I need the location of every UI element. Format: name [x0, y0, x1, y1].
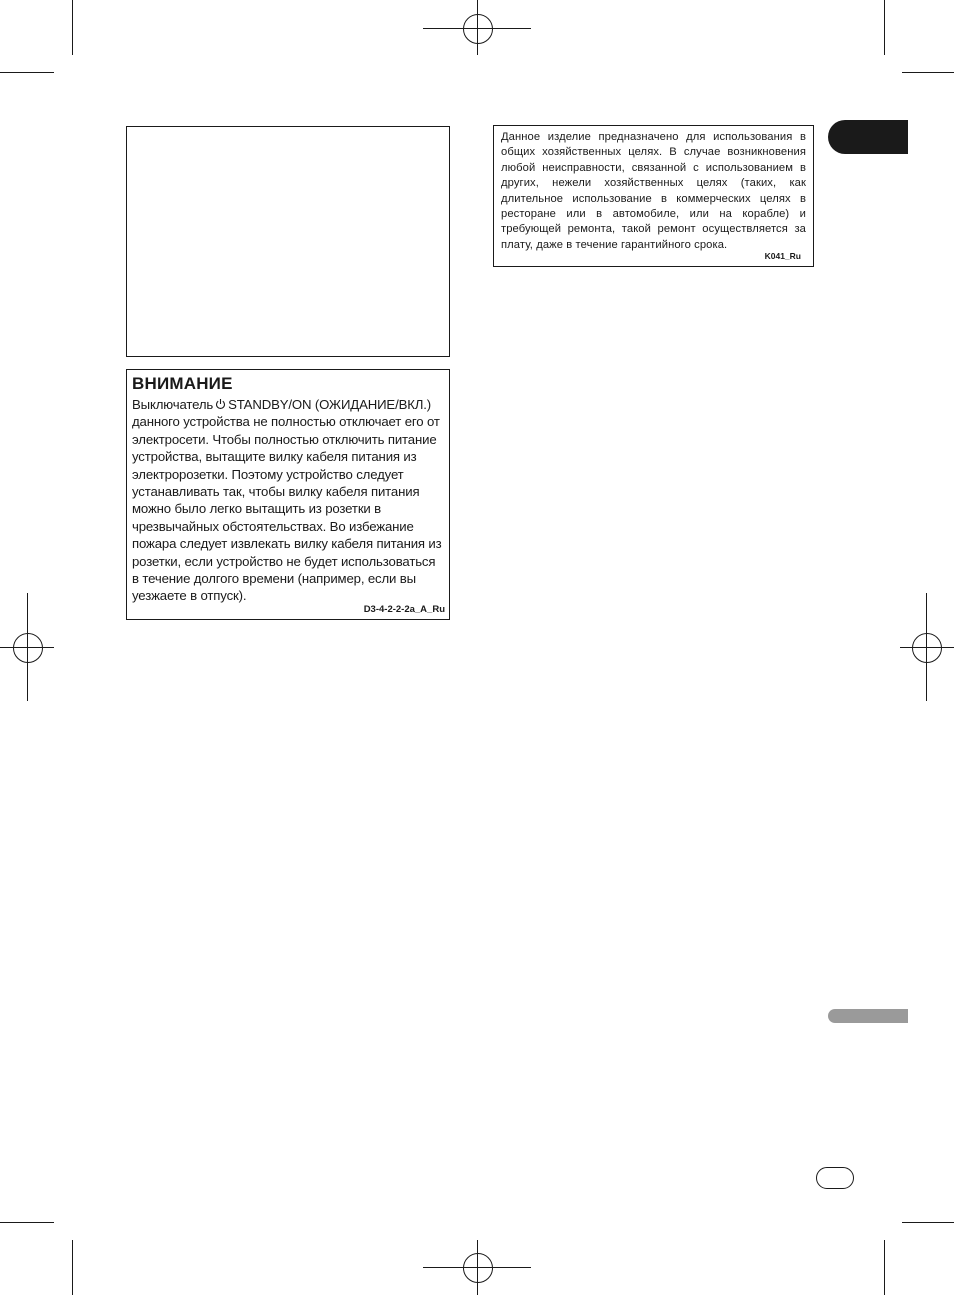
crop-mark	[884, 0, 885, 55]
language-tab	[828, 120, 908, 154]
crop-mark	[72, 0, 73, 55]
warning-code: D3-4-2-2-2a_A_Ru	[363, 604, 445, 615]
warning-title: ВНИМАНИЕ	[132, 374, 233, 393]
crop-mark	[0, 1222, 54, 1223]
power-standby-icon	[215, 398, 226, 410]
warning-text-start: Выключатель	[132, 397, 214, 412]
usage-notice-box	[493, 125, 814, 267]
crop-mark	[72, 1240, 73, 1295]
usage-notice-text: Данное изделие предназначено для использования в общих хозяйственных целях. В случае возникновения любой неисправности, связанной с использованием в других, нежели хозяйственных целях (таких, как длительное использование в коммерческих целях в ресторане или в автомобиле, или на корабле) и требующей ремонта, такой ремонт осуществляется за плату, даже в течение гарантийного срока.	[501, 131, 806, 251]
warning-text-body: STANDBY/ON (ОЖИДАНИЕ/ВКЛ.) данного устройства не полностью отключает его от электросети. Чтобы полностью отключить питание устройства, вытащите вилку кабеля питания из электророзетки. Поэтому устройство следует устанавливать так, чтобы вилку кабеля питания можно было легко вытащить из розетки в чрезвычайных обстоятельствах. Во избежание пожара следует извлекать вилку кабеля питания из розетки, если устройство не будет использоваться в течение долгого времени (например, если вы уезжаете в отпуск).	[132, 397, 442, 604]
crop-mark	[0, 72, 54, 73]
blank-notice-box	[126, 126, 450, 357]
page-number-badge	[816, 1167, 854, 1189]
usage-notice-code: K041_Ru	[764, 251, 801, 261]
crop-mark	[902, 72, 954, 73]
warning-text	[132, 396, 445, 605]
crop-mark	[902, 1222, 954, 1223]
crop-mark	[884, 1240, 885, 1295]
warning-box	[126, 369, 450, 620]
section-tab	[828, 1009, 908, 1023]
